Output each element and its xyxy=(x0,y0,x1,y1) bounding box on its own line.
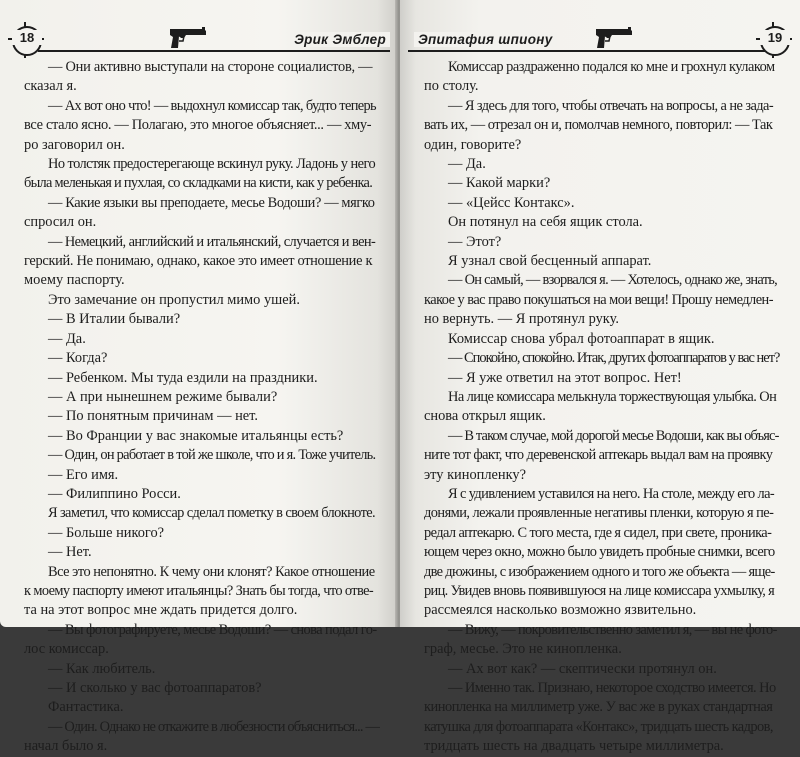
text-line: — Он самый, — взорвался я. — Хотелось, однако же, знать, xyxy=(448,272,778,289)
text-line: — Когда? xyxy=(48,350,108,367)
text-line: — Больше никого? xyxy=(48,524,165,541)
text-line: — Спокойно, спокойно. Итак, других фотоаппаратов у вас нет? xyxy=(448,350,780,367)
text-line: Но толстяк предостерегающе вскинул руку. Ладонь у него xyxy=(48,156,376,173)
pistol-icon xyxy=(594,26,634,50)
text-line: один, говорите? xyxy=(424,136,522,153)
header-rule xyxy=(408,50,768,52)
text-line: — Какие языки вы преподаете, месье Водоши? — мягко xyxy=(48,194,375,211)
text-line: — Какой марки? xyxy=(448,175,551,192)
text-line: — А при нынешнем режиме бывали? xyxy=(48,388,278,405)
header-title: Эпитафия шпиону xyxy=(414,32,557,47)
page-number: 18 xyxy=(12,30,42,45)
text-line: Это замечание он пропустил мимо ушей. xyxy=(48,291,300,308)
text-line: — И сколько у вас фотоаппаратов? xyxy=(48,680,262,696)
text-line: — Да. xyxy=(48,330,86,347)
header-rule xyxy=(38,50,390,52)
text-line: — Этот? xyxy=(448,233,502,250)
text-line: — Во Франции у вас знакомые итальянцы есть? xyxy=(48,427,344,444)
left-page xyxy=(0,0,397,755)
text-line: лос комиссар. xyxy=(24,641,109,658)
text-line: — Вы фотографируете, месье Водоши? — снова подал го- xyxy=(48,621,377,638)
text-line: Я с удивлением уставился на него. На столе, между его ла- xyxy=(448,485,775,502)
text-line: эту кинопленку? xyxy=(424,466,526,483)
text-line: — В таком случае, мой дорогой месье Водоши, как вы объяс- xyxy=(448,427,779,444)
right-page-header xyxy=(408,16,792,56)
text-line: все стало ясно. — Полагаю, это многое объясняет... — хму- xyxy=(24,117,372,134)
text-line: катушка для фотоаппарата «Контакс», тридцать шесть кадров, xyxy=(424,718,773,735)
text-line: Я заметил, что комиссар сделал пометку в своем блокноте. xyxy=(48,505,376,522)
text-line: Все это непонятно. К чему они клонят? Какое отношение xyxy=(48,563,375,580)
text-line: риц. Увидев вновь появившуюся на лице комиссара ухмылку, я xyxy=(424,582,775,599)
text-line: — Ах вот оно что! — выдохнул комиссар так, будто теперь xyxy=(48,97,376,114)
text-line: — Именно так. Признаю, некоторое сходство имеется. Но xyxy=(448,680,776,696)
text-line: ющем через окно, можно было увидеть пробные снимки, всего xyxy=(424,544,775,561)
text-line: донями, лежали проявленные негативы пленки, которую я пе- xyxy=(424,505,774,522)
text-line: кинопленка на миллиметр уже. У вас же в руках стандартная xyxy=(424,699,773,716)
text-line: спросил он. xyxy=(24,214,97,231)
text-line: — В Италии бывали? xyxy=(48,311,181,328)
text-line: Комиссар снова убрал фотоаппарат в ящик. xyxy=(448,330,715,347)
text-line: — Филиппино Росси. xyxy=(48,485,181,502)
text-line: была меленькая и пухлая, со складками на кисти, как у ребенка. xyxy=(24,175,373,192)
text-line: — Один. Однако не откажите в любезности объясниться... — xyxy=(48,718,380,735)
text-line: — Я уже ответил на этот вопрос. Нет! xyxy=(448,369,682,386)
right-page xyxy=(400,0,800,755)
text-line: — Немецкий, английский и итальянский, случается и вен- xyxy=(48,233,376,250)
text-line: Фантастика. xyxy=(48,699,124,716)
text-line: — Вижу, — покровительственно заметил я, — вы не фото- xyxy=(448,621,777,638)
text-line: — Один, он работает в той же школе, что и я. Тоже учитель. xyxy=(48,447,376,464)
text-line: моему паспорту. xyxy=(24,272,125,289)
text-line: герский. Не понимаю, однако, какое это имеет отношение к xyxy=(24,253,373,270)
text-line: какое у вас право покушаться на мои вещи! Прошу немедлен- xyxy=(424,291,773,308)
text-line: рассмеялся насколько возможно язвительно. xyxy=(424,602,697,619)
page-number: 19 xyxy=(760,30,790,45)
text-line: На лице комиссара мелькнула торжествующая улыбка. Он xyxy=(448,388,777,405)
text-line: — Да. xyxy=(448,156,486,173)
text-line: граф, месье. Это не кинопленка. xyxy=(424,641,622,658)
text-line: снова открыл ящик. xyxy=(424,408,546,425)
text-line: — Они активно выступали на стороне социалистов, — xyxy=(48,59,373,75)
header-title: Эрик Эмблер xyxy=(290,32,390,47)
text-line: — Нет. xyxy=(48,544,92,561)
text-line: ро заговорил он. xyxy=(24,136,125,153)
text-line: вать их, — отрезал он и, помолчав немного, повторил: — Так xyxy=(424,117,773,134)
text-line: — По понятным причинам — нет. xyxy=(48,408,258,425)
text-line: та на этот вопрос мне ждать придется долго. xyxy=(24,602,298,619)
text-line: ните тот факт, что деревенской аптекарь выдал вам на проявку xyxy=(424,447,773,464)
text-line: сказал я. xyxy=(24,78,77,95)
text-line: редал аптекарю. С того места, где я сидел, при свете, проника- xyxy=(424,524,772,541)
text-line: тридцать шесть на двадцать четыре миллиметра. xyxy=(424,738,724,755)
text-line: — «Цейсс Контакс». xyxy=(448,194,575,211)
text-line: — Его имя. xyxy=(48,466,119,483)
text-line: Я узнал свой бесценный аппарат. xyxy=(448,253,652,270)
text-line: — Ах вот как? — скептически протянул он. xyxy=(448,660,717,677)
crosshair-icon xyxy=(8,22,44,58)
left-page-text xyxy=(24,58,380,757)
text-line: Комиссар раздраженно подался ко мне и грохнул кулаком xyxy=(448,59,775,75)
text-line: — Ребенком. Мы туда ездили на праздники. xyxy=(48,369,318,386)
text-line: к моему паспорту имеют итальянцы? Знать бы тогда, что отве- xyxy=(24,582,374,599)
right-page-text xyxy=(424,58,780,757)
text-line: — Как любитель. xyxy=(48,660,156,677)
text-line: две дюжины, с изображением одного и того же объекта — яще- xyxy=(424,563,775,580)
text-line: — Я здесь для того, чтобы отвечать на вопросы, а не зада- xyxy=(448,97,774,114)
text-line: Он потянул на себя ящик стола. xyxy=(448,214,643,231)
text-line: но вернуть. — Я протянул руку. xyxy=(424,311,619,328)
text-line: по столу. xyxy=(424,78,479,95)
text-line: начал было я. xyxy=(24,738,108,755)
left-page-header xyxy=(8,16,390,56)
crosshair-icon xyxy=(756,22,792,58)
pistol-icon xyxy=(168,26,208,50)
